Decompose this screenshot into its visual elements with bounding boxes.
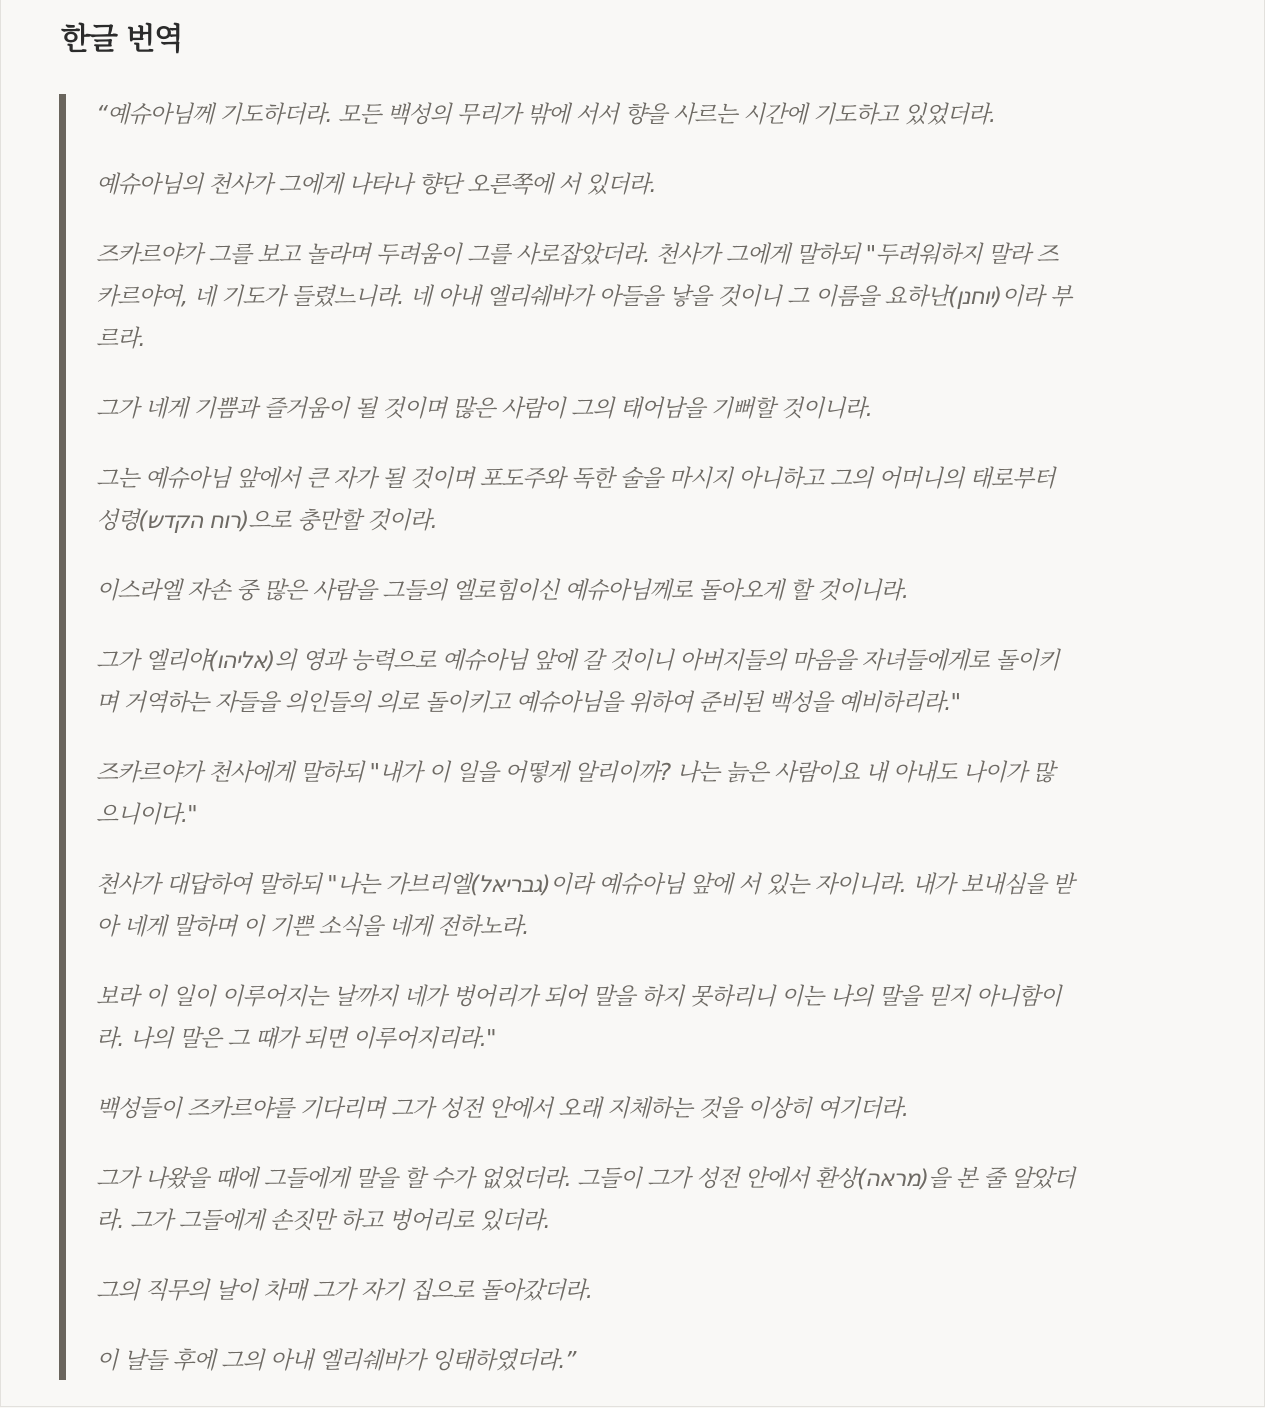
- verse-12-line-2: 라. 그가 그들에게 손짓만 하고 벙어리로 있더라.: [96, 1208, 550, 1234]
- verse-5-line-1: 그는 예슈아님 앞에서 큰 자가 될 것이며 포도주와 독한 술을 마시지 아니하고 그의 어머니의 태로부터: [96, 466, 1055, 492]
- verse-3-line-1: 즈카르야가 그를 보고 놀라며 두려움이 그를 사로잡았더라. 천사가 그에게 말하되 "두려워하지 말라 즈: [96, 242, 1058, 268]
- verse-7-line-2: 며 거역하는 자들을 의인들의 의로 돌이키고 예슈아님을 위하여 준비된 백성을 예비하리라.": [96, 690, 961, 716]
- verse-3-line-3: 르라.: [96, 326, 145, 352]
- verse-14-line-1: 이 날들 후에 그의 아내 엘리쉐바가 잉태하였더라.”: [96, 1348, 576, 1374]
- verse-8-line-1: 즈카르야가 천사에게 말하되 "내가 이 일을 어떻게 알리이까? 나는 늙은 사람이요 내 아내도 나이가 많: [96, 760, 1054, 786]
- verse-7-line-1: 그가 엘리야(אליהו)의 영과 능력으로 예슈아님 앞에 갈 것이니 아버지들의 마음을 자녀들에게로 돌이키: [96, 648, 1059, 674]
- verse-6-line-1: 이스라엘 자손 중 많은 사람을 그들의 엘로힘이신 예슈아님께로 돌아오게 할 것이니라.: [96, 578, 909, 604]
- verse-5-line-2: 성령(רוח הקדש)으로 충만할 것이라.: [96, 508, 437, 534]
- verse-10-line-1: 보라 이 일이 이루어지는 날까지 네가 벙어리가 되어 말을 하지 못하리니 이는 나의 말을 믿지 아니함이: [96, 984, 1061, 1010]
- verse-4-line-1: 그가 네게 기쁨과 즐거움이 될 것이며 많은 사람이 그의 태어남을 기뻐할 것이니라.: [96, 396, 872, 422]
- translation-blockquote: [59, 94, 1204, 1380]
- verse-12-line-1: 그가 나왔을 때에 그들에게 말을 할 수가 없었더라. 그들이 그가 성전 안에서 환상(מראה)을 본 줄 알았더: [96, 1166, 1075, 1192]
- verse-2-line-1: 예슈아님의 천사가 그에게 나타나 향단 오른쪽에 서 있더라.: [96, 172, 656, 198]
- section-heading: 한글 번역: [61, 22, 183, 57]
- verse-10-line-2: 라. 나의 말은 그 때가 되면 이루어지리라.": [96, 1026, 496, 1052]
- verse-11-line-1: 백성들이 즈카르야를 기다리며 그가 성전 안에서 오래 지체하는 것을 이상히 여기더라.: [96, 1096, 909, 1122]
- verse-8-line-2: 으니이다.": [96, 802, 197, 828]
- verse-1-line-1: “예슈아님께 기도하더라. 모든 백성의 무리가 밖에 서서 향을 사르는 시간에 기도하고 있었더라.: [96, 102, 996, 128]
- verse-3-line-2: 카르야여, 네 기도가 들렸느니라. 네 아내 엘리쉐바가 아들을 낳을 것이니 그 이름을 요하난(יוחנן)이라 부: [96, 284, 1072, 310]
- verse-9-line-2: 아 네게 말하며 이 기쁜 소식을 네게 전하노라.: [96, 914, 529, 940]
- verse-13-line-1: 그의 직무의 날이 차매 그가 자기 집으로 돌아갔더라.: [96, 1278, 593, 1304]
- verse-9-line-1: 천사가 대답하여 말하되 "나는 가브리엘(גבריאל)이라 예슈아님 앞에 서 있는 자이니라. 내가 보내심을 받: [96, 872, 1074, 898]
